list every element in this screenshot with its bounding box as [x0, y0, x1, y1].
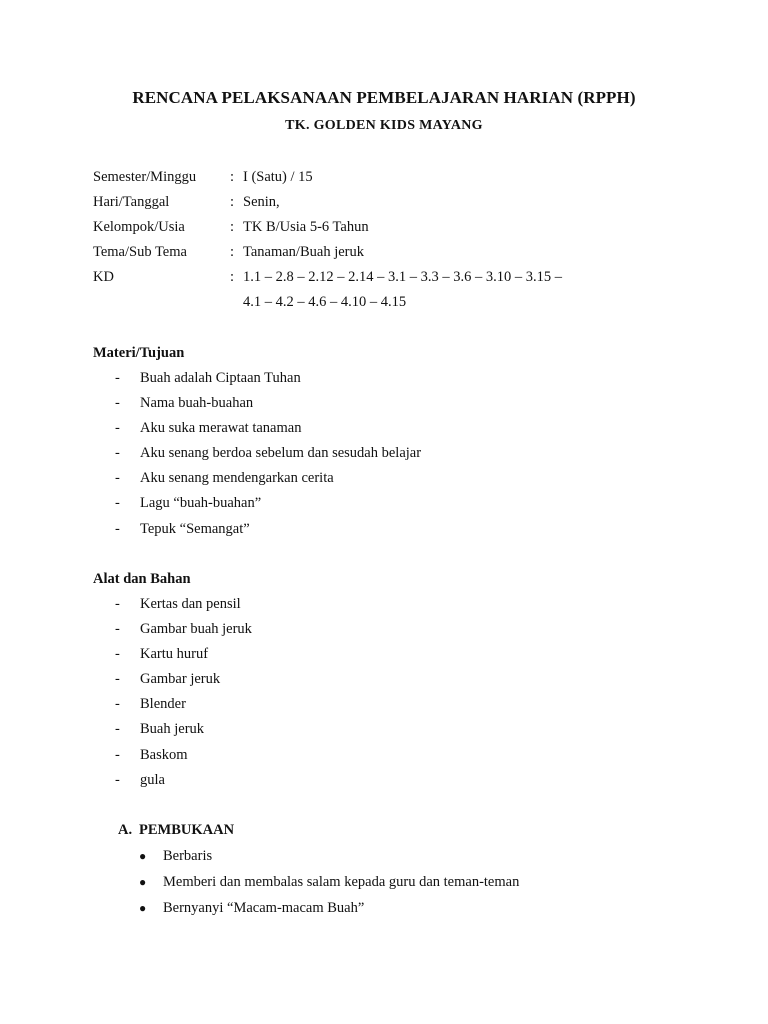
- dash-marker: -: [115, 696, 120, 713]
- dash-marker: -: [115, 596, 120, 612]
- list-item: [118, 871, 519, 897]
- dash-marker: -: [115, 520, 120, 537]
- info-colon: :: [230, 194, 235, 210]
- info-label: Tema/Sub Tema: [93, 244, 187, 260]
- list-item: [93, 442, 421, 467]
- list-item-text: Gambar jeruk: [140, 671, 221, 688]
- list-item: [93, 744, 252, 769]
- info-value: Tanaman/Buah jeruk: [243, 244, 364, 260]
- list-item-text: Blender: [140, 696, 186, 713]
- list-item: [93, 593, 252, 618]
- kd-continuation: 4.1 – 4.2 – 4.6 – 4.10 – 4.15: [243, 294, 407, 310]
- bullet-icon: ●: [139, 901, 147, 915]
- info-label: Kelompok/Usia: [93, 219, 185, 235]
- dash-marker: -: [115, 370, 120, 386]
- dash-marker: -: [115, 671, 120, 688]
- info-colon: :: [230, 169, 235, 185]
- list-item: [118, 897, 519, 923]
- list-item-text: Buah adalah Ciptaan Tuhan: [140, 370, 301, 386]
- list-item-text: Gambar buah jeruk: [140, 621, 252, 638]
- list-item-text: Kartu huruf: [140, 646, 209, 663]
- list-item-text: Buah jeruk: [140, 721, 205, 738]
- info-row-date: [93, 191, 603, 216]
- school-name: TK. GOLDEN KIDS MAYANG: [285, 118, 483, 133]
- dash-marker: -: [115, 746, 120, 763]
- bullet-icon: ●: [139, 875, 147, 889]
- dash-marker: -: [115, 420, 120, 437]
- info-colon: :: [230, 244, 235, 260]
- bullet-icon: ●: [139, 849, 147, 863]
- section-heading-pembukaan: [118, 819, 519, 845]
- dash-marker: -: [115, 470, 120, 487]
- dash-marker: -: [115, 621, 120, 638]
- list-item-text: Aku senang berdoa sebelum dan sesudah belajar: [140, 445, 422, 462]
- list-item: [93, 618, 252, 643]
- section-heading-alat: Alat dan Bahan: [93, 571, 191, 587]
- list-item-text: Baskom: [140, 746, 188, 763]
- list-item: [93, 417, 421, 442]
- info-row-semester: [93, 166, 603, 191]
- list-item-text: Kertas dan pensil: [140, 596, 241, 612]
- list-item-text: Lagu “buah-buahan”: [140, 495, 262, 512]
- dash-marker: -: [115, 721, 120, 738]
- list-item: [93, 668, 252, 693]
- info-value: 1.1 – 2.8 – 2.12 – 2.14 – 3.1 – 3.3 – 3.6 – 3.10 – 3.15 –: [243, 269, 562, 285]
- list-item-text: Aku senang mendengarkan cerita: [140, 470, 334, 487]
- materi-section: [93, 342, 421, 543]
- dash-marker: -: [115, 646, 120, 663]
- dash-marker: -: [115, 495, 120, 512]
- info-value: I (Satu) / 15: [243, 169, 313, 185]
- section-heading-text: PEMBUKAAN: [139, 822, 235, 838]
- info-label: KD: [93, 269, 114, 285]
- section-heading-materi: Materi/Tujuan: [93, 345, 185, 361]
- list-item-text: Tepuk “Semangat”: [140, 520, 250, 537]
- dash-marker: -: [115, 395, 120, 412]
- info-row-kd: [93, 266, 603, 291]
- info-value: TK B/Usia 5-6 Tahun: [243, 219, 369, 235]
- document-title: RENCANA PELAKSANAAN PEMBELAJARAN HARIAN (RPPH): [132, 88, 636, 107]
- list-item-text: Berbaris: [163, 848, 213, 864]
- list-item: [93, 367, 421, 392]
- list-item: [93, 518, 421, 543]
- info-value: Senin,: [243, 194, 280, 210]
- dash-marker: -: [115, 445, 120, 462]
- list-item: [93, 718, 252, 743]
- info-colon: :: [230, 219, 235, 235]
- alat-section: [93, 568, 252, 794]
- list-item-text: Memberi dan membalas salam kepada guru dan teman-teman: [163, 874, 520, 890]
- list-item: [93, 467, 421, 492]
- section-letter: A.: [118, 822, 133, 838]
- list-item: [93, 392, 421, 417]
- info-colon: :: [230, 269, 235, 285]
- list-item: [118, 845, 519, 871]
- info-block: [93, 166, 603, 316]
- list-item: [93, 693, 252, 718]
- list-item: [93, 643, 252, 668]
- pembukaan-section: [118, 819, 519, 923]
- list-item-text: Aku suka merawat tanaman: [140, 420, 302, 437]
- list-item: [93, 769, 252, 794]
- list-item-text: Bernyanyi “Macam-macam Buah”: [163, 900, 365, 916]
- info-label: Semester/Minggu: [93, 169, 197, 185]
- info-label: Hari/Tanggal: [93, 194, 170, 210]
- list-item: [93, 492, 421, 517]
- list-item-text: Nama buah-buahan: [140, 395, 254, 412]
- dash-marker: -: [115, 771, 120, 788]
- info-row-group: [93, 216, 603, 241]
- info-row-theme: [93, 241, 603, 266]
- list-item-text: gula: [140, 771, 165, 788]
